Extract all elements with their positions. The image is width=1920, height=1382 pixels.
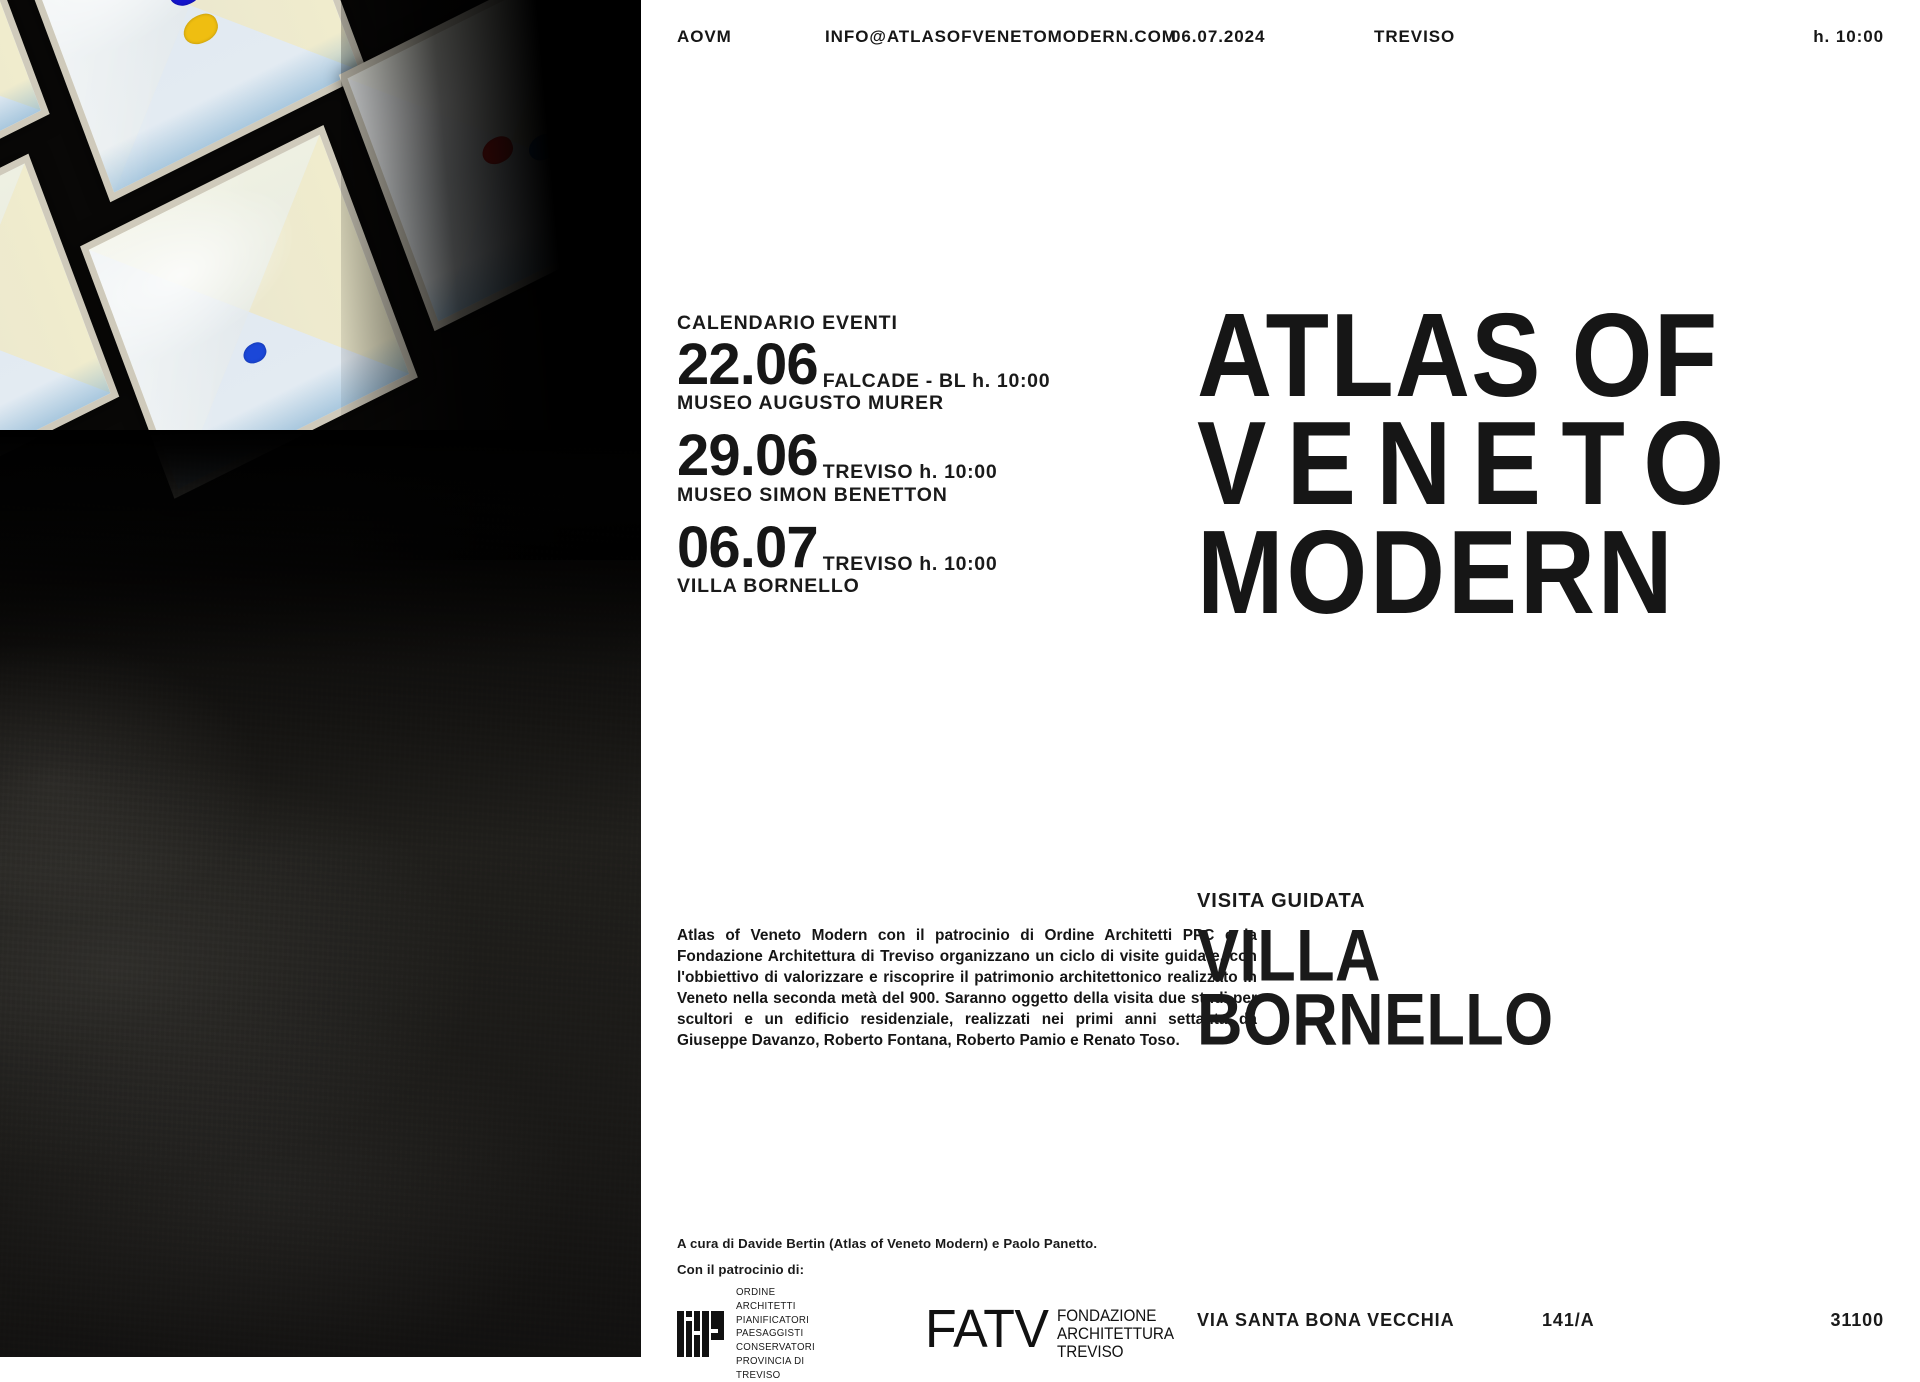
event-date-number: 06.07 xyxy=(677,514,818,580)
event-city: TREVISO xyxy=(1374,27,1456,46)
title-line-2: VENETO xyxy=(1197,398,1745,531)
title-line-3: MODERN xyxy=(1197,506,1676,639)
curators-line: A cura di Davide Bertin (Atlas of Veneto Modern) e Paolo Panetto. xyxy=(677,1236,1098,1251)
description-paragraph: Atlas of Veneto Modern con il patrocinio di Ordine Architetti PPC e la Fondazione Architettura di Treviso organizzano un ciclo di visite guidate, con l'obbiettivo di valorizzare e riscoprire il patrimonio architettonico realizzato in Veneto nella seconda metà del 900. Saranno oggetto della visita due studi per scultori e un edificio residenziale, realizzati nei primi anni settanta da Giuseppe Davanzo, Roberto Fontana, Roberto Pamio e Renato Toso. xyxy=(677,927,1257,1050)
event-venue: MUSEO AUGUSTO MURER xyxy=(677,392,944,415)
ordine-architetti-logo xyxy=(677,1286,815,1382)
event-location: TREVISO h. 10:00 xyxy=(822,552,998,575)
event-date: 06.07.2024 xyxy=(1171,27,1266,46)
guided-visit-block xyxy=(1197,890,1554,1061)
partner-logos xyxy=(677,1286,1185,1382)
ordine-line-2: CONSERVATORI PROVINCIA DI TREVISO xyxy=(736,1342,815,1381)
visit-name-line-1: VILLA xyxy=(1197,915,1381,997)
visit-label: VISITA GUIDATA xyxy=(1197,890,1366,912)
event-hour: h. 10:00 xyxy=(1813,27,1884,46)
event-venue: VILLA BORNELLO xyxy=(677,575,860,598)
fatv-subtitle xyxy=(1057,1307,1174,1361)
right-text-column xyxy=(1197,0,1884,1357)
fatv-logo xyxy=(924,1299,1185,1362)
visit-name-line-2: BORNELLO xyxy=(1197,979,1554,1061)
event-venue: MUSEO SIMON BENETTON xyxy=(677,483,948,506)
calendar-events-list xyxy=(677,332,1147,612)
ordine-architetti-mark-icon xyxy=(677,1311,725,1357)
brand-abbreviation: AOVM xyxy=(677,27,732,46)
skylight-photograph xyxy=(0,0,641,1357)
calendar-event xyxy=(677,423,1147,506)
patronage-label: Con il patrocinio di: xyxy=(677,1262,805,1277)
ordine-line-1: ORDINE ARCHITETTI PIANIFICATORI PAESAGGISTI xyxy=(736,1287,810,1340)
address-postcode: 31100 xyxy=(1830,1310,1884,1330)
event-date-number: 29.06 xyxy=(677,423,818,489)
address-number: 141/A xyxy=(1542,1310,1595,1330)
calendar-heading: CALENDARIO EVENTI xyxy=(677,312,898,334)
event-date-number: 22.06 xyxy=(677,332,818,397)
calendar-event xyxy=(677,514,1147,598)
event-location: FALCADE - BL h. 10:00 xyxy=(822,370,1051,392)
address-row xyxy=(1197,1310,1884,1334)
event-location: TREVISO h. 10:00 xyxy=(822,461,998,484)
calendar-event xyxy=(677,332,1147,415)
poster-title xyxy=(1197,289,1884,639)
fatv-wordmark: FATV xyxy=(924,1299,1049,1360)
photo-wall-shadow xyxy=(0,430,641,670)
ordine-architetti-wordmark xyxy=(736,1286,815,1382)
fatv-line-2: ARCHITETTURA xyxy=(1057,1324,1175,1344)
contact-email[interactable]: INFO@ATLASOFVENETOMODERN.COM xyxy=(825,27,1177,46)
fatv-line-3: TREVISO xyxy=(1057,1342,1124,1362)
address-street: VIA SANTA BONA VECCHIA xyxy=(1197,1310,1455,1330)
title-line-1: ATLAS OF xyxy=(1197,289,1719,422)
poster-sheet xyxy=(641,0,1920,1381)
fatv-line-1: FONDAZIONE xyxy=(1057,1306,1157,1326)
